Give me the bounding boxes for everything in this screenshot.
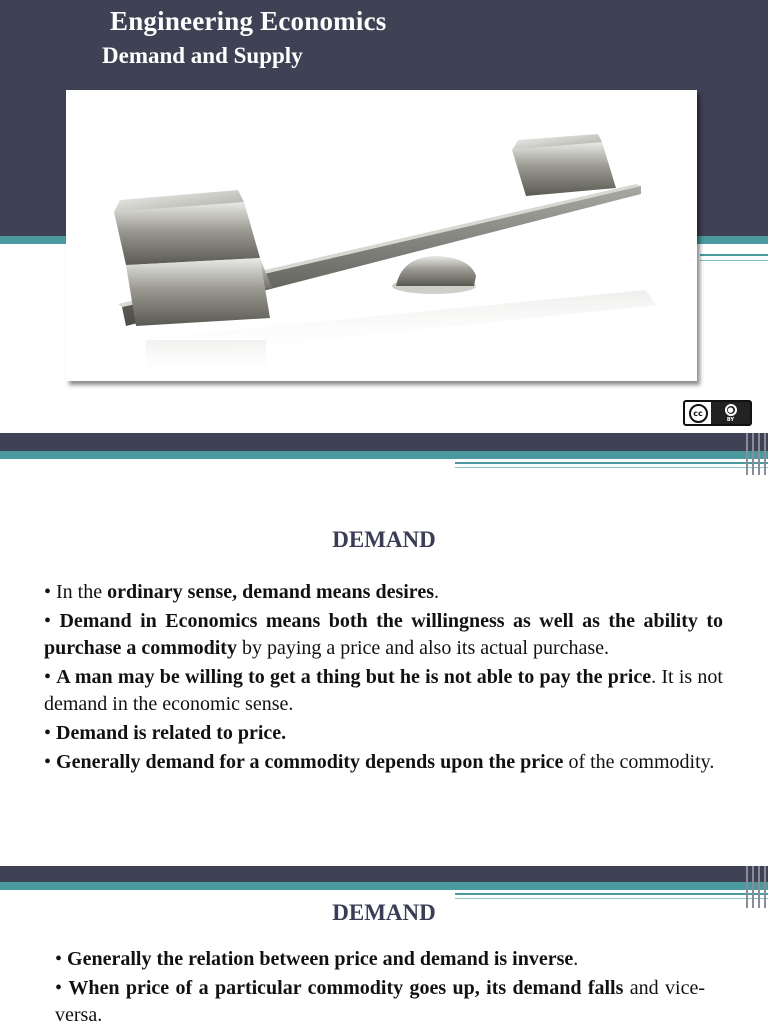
bullet-text: .	[433, 581, 439, 603]
bullet-item	[55, 946, 705, 973]
license-label: BY	[726, 416, 735, 423]
title-slide	[0, 0, 768, 433]
light-block	[512, 134, 616, 196]
bullet-item	[55, 975, 705, 1024]
bullet-item	[44, 749, 723, 776]
bullet-marker: •	[44, 666, 57, 688]
bullet-text: Demand in Economics means both the willingness as well as the ability to purchase a commodity	[44, 610, 723, 659]
seesaw-image	[66, 90, 697, 381]
bullet-text: .	[573, 948, 579, 970]
bullet-marker: •	[55, 977, 69, 999]
bullet-text: In the	[56, 581, 108, 603]
bullet-text: Generally demand for a commodity depends upon the price	[56, 751, 564, 773]
bullet-text: Generally the relation between price and demand is inverse	[67, 948, 574, 970]
seesaw-illustration	[66, 90, 697, 381]
bullet-marker: •	[44, 751, 57, 773]
slide-heading: DEMAND	[332, 900, 436, 925]
bullet-text: and vice-versa.	[55, 977, 705, 1024]
presentation-subtitle: Demand and Supply	[102, 43, 303, 68]
bullet-list	[44, 579, 723, 778]
bullet-item	[44, 664, 723, 718]
bullet-text: ordinary sense, demand means desires	[107, 581, 434, 603]
bullet-item	[44, 720, 723, 747]
bullet-marker: •	[44, 581, 57, 603]
accent-line	[700, 260, 768, 261]
bullet-marker: •	[44, 610, 60, 632]
presentation-title: Engineering Economics	[110, 6, 387, 36]
bullet-item	[44, 579, 723, 606]
bullet-marker: •	[44, 722, 57, 744]
slide-header-band	[0, 433, 768, 475]
bullet-item	[44, 608, 723, 662]
bullet-list	[55, 946, 705, 1024]
bullet-text: A man may be willing to get a thing but he is not able to pay the price	[56, 666, 652, 688]
accent-line	[700, 254, 768, 256]
bullet-text: . It is not demand in the economic sense.	[44, 666, 723, 715]
bullet-marker: •	[55, 948, 68, 970]
attribution-icon: ●	[725, 404, 737, 416]
slide-heading: DEMAND	[332, 527, 436, 552]
bullet-text: of the commodity.	[563, 751, 715, 773]
creative-commons-icon: cc	[689, 404, 708, 423]
bullet-text: When price of a particular commodity goes up, its demand falls	[68, 977, 624, 999]
bullet-text: by paying a price and also its actual purchase.	[236, 637, 610, 659]
cc-license-badge[interactable]	[683, 400, 752, 426]
bullet-text: Demand is related to price.	[56, 722, 287, 744]
